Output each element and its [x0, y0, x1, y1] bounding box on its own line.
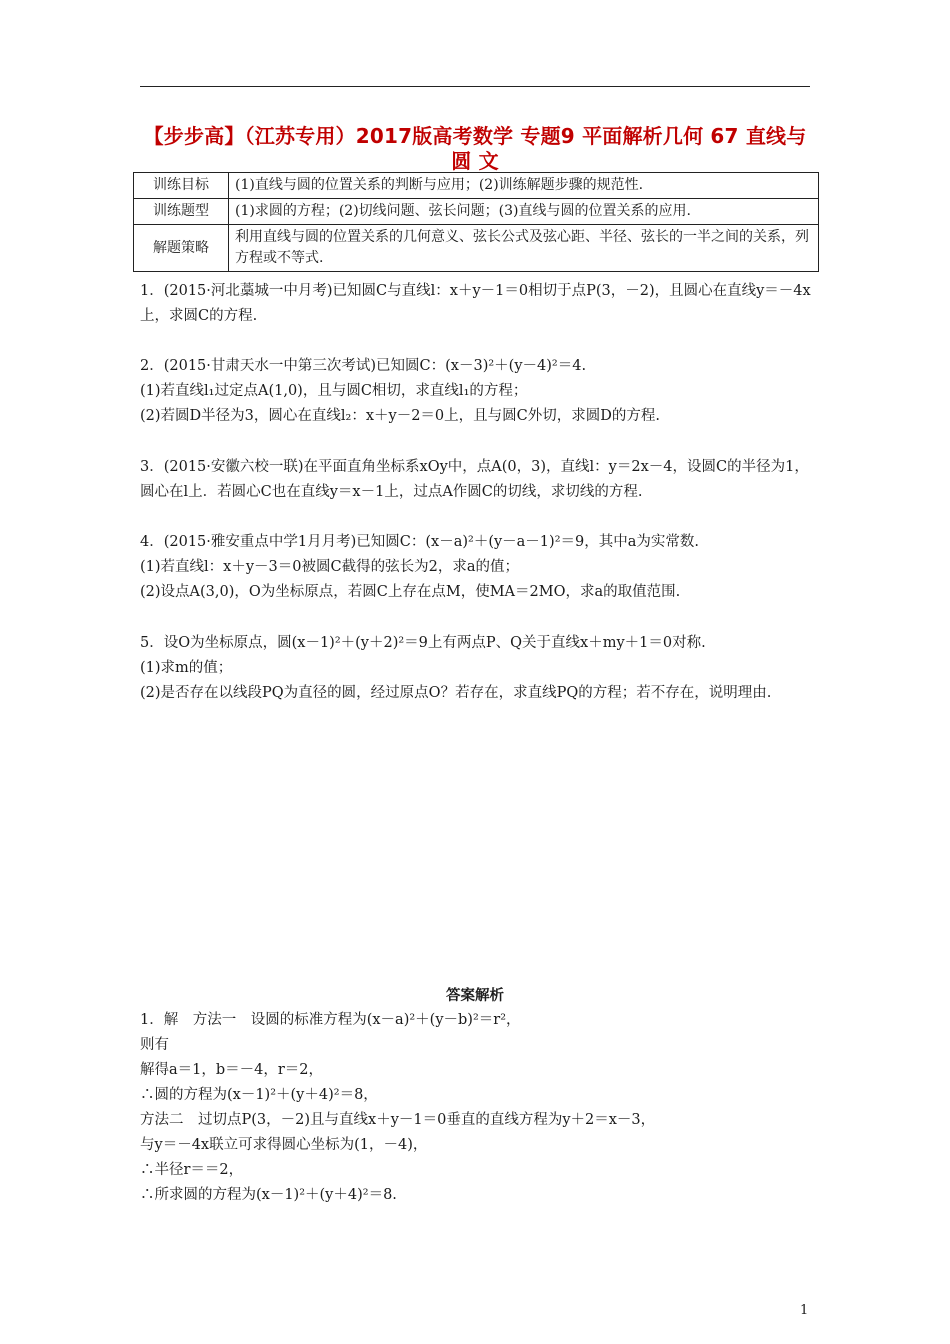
training-info-table: [133, 172, 819, 272]
answer-line: ∴半径r＝＝2，: [140, 1162, 244, 1178]
table-value: (1)直线与圆的位置关系的判断与应用；(2)训练解题步骤的规范性.: [229, 173, 819, 199]
table-row: [134, 173, 819, 199]
problem-text: (1)若直线l：x＋y－3＝0被圆C截得的弦长为2，求a的值；: [140, 559, 519, 575]
problem-text: 2．(2015·甘肃天水一中第三次考试)已知圆C：(x－3)²＋(y－4)²＝4.: [140, 358, 587, 374]
problem-5: [140, 631, 815, 706]
problem-text: (2)若圆D半径为3，圆心在直线l₂：x＋y－2＝0上，且与圆C外切，求圆D的方程.: [140, 408, 660, 424]
problem-text: 5．设O为坐标原点，圆(x－1)²＋(y＋2)²＝9上有两点P、Q关于直线x＋my＋1＝0对称.: [140, 635, 706, 651]
document-title: 【步步高】（江苏专用）2017版高考数学 专题9 平面解析几何 67 直线与圆 文: [143, 124, 807, 173]
table-row: [134, 225, 819, 272]
answer-line: ∴所求圆的方程为(x－1)²＋(y＋4)²＝8.: [140, 1187, 397, 1203]
page-number: 1: [800, 1303, 809, 1318]
answer-section-title: 答案解析: [446, 988, 504, 1004]
problem-2: [140, 354, 815, 429]
answer-line: 1．解 方法一 设圆的标准方程为(x－a)²＋(y－b)²＝r²，: [140, 1012, 521, 1028]
answer-line: 方法二 过切点P(3，－2)且与直线x＋y－1＝0垂直的直线方程为y＋2＝x－3，: [140, 1112, 656, 1128]
header-rule: [140, 86, 810, 87]
problem-text: (2)是否存在以线段PQ为直径的圆，经过原点O？若存在，求直线PQ的方程；若不存在，说明理由.: [140, 685, 772, 701]
problem-text: 4．(2015·雅安重点中学1月月考)已知圆C：(x－a)²＋(y－a－1)²＝9，其中a为实常数.: [140, 534, 699, 550]
table-label: 训练题型: [134, 199, 229, 225]
problem-text: (1)若直线l₁过定点A(1,0)，且与圆C相切，求直线l₁的方程；: [140, 383, 528, 399]
problem-1: [140, 279, 815, 329]
problem-text: 1．(2015·河北藁城一中月考)已知圆C与直线l：x＋y－1＝0相切于点P(3，－2)，且圆心在直线y＝－4x上，求圆C的方程.: [140, 283, 811, 324]
problem-4: [140, 530, 815, 605]
table-label: 解题策略: [134, 225, 229, 272]
answer-line: 解得a＝1，b＝－4，r＝2，: [140, 1062, 324, 1078]
table-value: (1)求圆的方程；(2)切线问题、弦长问题；(3)直线与圆的位置关系的应用.: [229, 199, 819, 225]
answer-line: 与y＝－4x联立可求得圆心坐标为(1，－4)，: [140, 1137, 428, 1153]
answer-section: [140, 1008, 815, 1208]
answer-line: 则有: [140, 1037, 169, 1053]
answer-line: ∴圆的方程为(x－1)²＋(y＋4)²＝8，: [140, 1087, 378, 1103]
problem-text: (2)设点A(3,0)，O为坐标原点，若圆C上存在点M，使MA＝2MO，求a的取值范围.: [140, 584, 681, 600]
table-row: [134, 199, 819, 225]
table-label: 训练目标: [134, 173, 229, 199]
table-value: 利用直线与圆的位置关系的几何意义、弦长公式及弦心距、半径、弦长的一半之间的关系，列方程或不等式.: [229, 225, 819, 272]
problem-text: (1)求m的值；: [140, 660, 233, 676]
problem-3: [140, 455, 815, 505]
problem-text: 3．(2015·安徽六校一联)在平面直角坐标系xOy中，点A(0，3)，直线l：y＝2x－4，设圆C的半径为1，圆心在l上．若圆心C也在直线y＝x－1上，过点A作圆C的切线，求切线的方程.: [140, 459, 809, 500]
